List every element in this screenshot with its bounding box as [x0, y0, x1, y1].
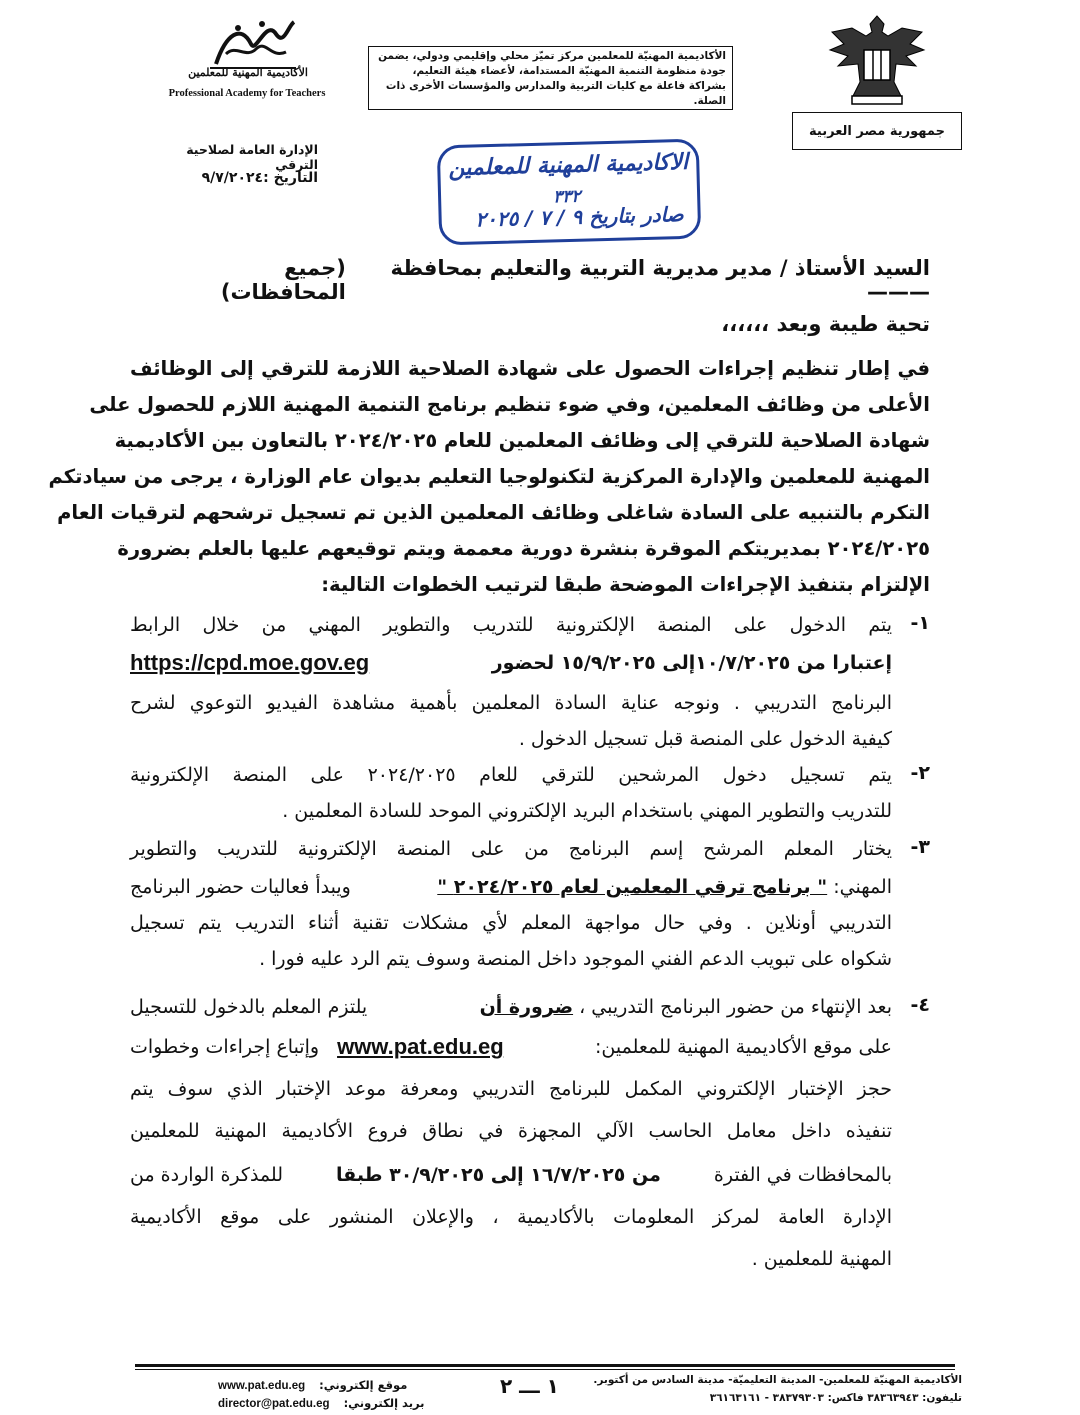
- cpd-platform-link[interactable]: https://cpd.moe.gov.eg: [130, 650, 370, 675]
- step4-site-label: على موقع الأكاديمية المهنية للمعلمين:: [595, 1036, 892, 1058]
- step3-line: [130, 874, 892, 900]
- step4-line: [130, 1034, 892, 1060]
- step3-line-end: ويبدأ فعاليات حضور البرنامج: [130, 876, 351, 898]
- footer-address: الأكاديمية المهنيّة للمعلمين- المدينة التعليميّة- مدينة السادس من أكتوبر.: [593, 1374, 962, 1386]
- step4-intro: بعد الإنتهاء من حضور البرنامج التدريبي ،: [579, 996, 892, 1018]
- intro-line: الأعلى من وظائف المعلمين، وفي ضوء تنظيم برنامج التنمية المهنية اللازم للحصول على: [89, 393, 930, 416]
- step4-emphasis: ضرورة أن: [479, 996, 574, 1018]
- step-number: ٢-: [910, 762, 930, 784]
- step4-line: [130, 994, 892, 1020]
- step1-line: [130, 650, 892, 676]
- intro-line: ٢٠٢٤/٢٠٢٥ بمديريتكم الموقرة بنشرة دورية معممة ويتم توقيعهم عليها بالعلم بضرورة: [117, 537, 930, 560]
- egypt-eagle-emblem-icon: [822, 10, 932, 110]
- step4-line-end: للمذكرة الواردة من: [130, 1164, 283, 1186]
- step4-line: المهنية للمعلمين .: [751, 1248, 892, 1270]
- footer-website-link[interactable]: www.pat.edu.eg: [218, 1380, 306, 1392]
- step3-label: المهني:: [833, 876, 892, 898]
- intro-line: شهادة الصلاحية للترقي إلى وظائف المعلمين للعام ٢٠٢٤/٢٠٢٥ بالتعاون بين الأكاديمية: [114, 429, 930, 452]
- intro-line: الإلتزام بتنفيذ الإجراءات الموضحة طبقا لترتيب الخطوات التالية:: [321, 573, 930, 596]
- greeting: تحية طيبة وبعد ،،،،،،: [721, 312, 930, 336]
- footer-divider: [135, 1364, 955, 1367]
- step1-line: البرنامج التدريبي . ونوجه عناية السادة المعلمين بأهمية مشاهدة الفيديو التوعوي لشرح: [130, 692, 892, 714]
- step3-line: شكواه على تبويب الدعم الفني الموجود داخل المنصة وسوف يتم الرد عليه فورا .: [259, 948, 892, 970]
- step1-line: يتم الدخول على المنصة الإلكترونية للتدريب والتطوير المهني من خلال الرابط: [130, 614, 892, 636]
- academy-name-english: Professional Academy for Teachers: [168, 88, 326, 99]
- step4-line-start: [480, 994, 892, 1020]
- addressee-text: السيد الأستاذ / مدير مديرية التربية والتعليم بمحافظة ———: [390, 256, 930, 304]
- step4-line-end: وإتباع إجراءات وخطوات: [130, 1036, 320, 1058]
- step-number: ٣-: [910, 836, 930, 858]
- addressee-scope: (جميع المحافظات): [220, 256, 346, 304]
- footer-divider: [135, 1369, 955, 1370]
- footer-email: [218, 1396, 425, 1410]
- department-name: الإدارة العامة لصلاحية الترقي: [186, 142, 318, 172]
- step-number: ٤-: [910, 994, 930, 1016]
- step2-line: يتم تسجيل دخول المرشحين للترقي للعام ٢٠٢٤/٢٠٢٥ على المنصة الإلكترونية: [130, 764, 892, 786]
- exam-period: من ١٦/٧/٢٠٢٥ إلى ٣٠/٩/٢٠٢٥ طبقا: [336, 1164, 661, 1186]
- footer-phones: تليفون: ٣٨٣٦٣٩٤٣ فاكس: ٣٨٣٧٩٣٠٣ - ٣٦١٦٣١٦١: [709, 1392, 962, 1404]
- mission-statement: الأكاديمية المهنيّة للمعلمين مركز تميّز محلي وإقليمي ودولي، يضمن جودة منظومة التنمية المهنيّة المستدامة، لأعضاء هيئة التعليم، بشراكة فاعلة مع كليات التربية والمدارس والمؤسسات الأخرى ذات الصلة.: [368, 46, 733, 110]
- stamp-issued-date: صادر بتاريخ ٩ / ٧ / ٢٠٢٥: [475, 202, 684, 232]
- country-label: جمهورية مصر العربية: [792, 112, 962, 150]
- program-name: " برنامج ترقي المعلمين لعام ٢٠٢٤/٢٠٢٥ ": [437, 876, 828, 898]
- academy-calligraphy-logo-icon: [196, 14, 306, 74]
- step4-line: تنفيذه داخل معامل الحاسب الآلي المجهزة في نطاق فروع الأكاديمية المهنية للمعلمين: [130, 1120, 892, 1142]
- step4-line: [130, 1162, 892, 1188]
- intro-line: التكرم بالتنبيه على السادة شاغلى وظائف المعلمين الذين تم تسجيل ترشحهم لترقيات العام: [57, 501, 930, 524]
- step3-line: يختار المعلم المرشح إسم البرنامج من على المنصة الإلكترونية للتدريب والتطوير: [130, 838, 892, 860]
- footer-email-link[interactable]: director@pat.edu.eg: [218, 1398, 330, 1410]
- step3-line-start: [437, 874, 892, 900]
- step2-line: للتدريب والتطوير المهني باستخدام البريد الإلكتروني الموحد للسادة المعلمين .: [282, 800, 892, 822]
- step4-line: حجز الإختبار الإلكتروني المكمل للبرنامج التدريبي ومعرفة موعد الإختبار الذي سوف يتم: [130, 1078, 892, 1100]
- footer-website-label: موقع إلكتروني:: [319, 1378, 408, 1392]
- intro-line: المهنية للمعلمين والإدارة المركزية لتكنولوجيا التعليم بديوان عام الوزارة ، يرجى من سيادتكم: [48, 465, 930, 488]
- letter-date: التاريخ :٩/٧/٢٠٢٤: [201, 170, 318, 186]
- footer-website: [218, 1378, 407, 1392]
- stamp-number: ٣٣٢: [552, 186, 581, 208]
- addressee-line: [160, 256, 930, 304]
- step4-line: الإدارة العامة لمركز المعلومات بالأكاديمية ، والإعلان المنشور على موقع الأكاديمية: [130, 1206, 892, 1228]
- step4-line-end: يلتزم المعلم بالدخول للتسجيل: [130, 996, 368, 1018]
- step1-dates: إعتبارا من ١٠/٧/٢٠٢٥إلى ١٥/٩/٢٠٢٥ لحضور: [491, 652, 892, 674]
- pat-website-link[interactable]: www.pat.edu.eg: [337, 1034, 504, 1059]
- step-number: ١-: [910, 612, 930, 634]
- page-number: ١ ـــ ٢: [500, 1374, 559, 1398]
- step4-period-label: بالمحافظات في الفترة: [713, 1164, 892, 1186]
- academy-name-arabic: الأكاديمية المهنية للمعلمين: [188, 66, 308, 79]
- stamp-title: الاكاديمية المهنية للمعلمين: [448, 149, 689, 182]
- intro-line: في إطار تنظيم إجراءات الحصول على شهادة الصلاحية اللازمة للترقي إلى الوظائف: [130, 357, 930, 380]
- footer-email-label: بريد إلكتروني:: [343, 1396, 425, 1410]
- issued-stamp: [437, 139, 702, 246]
- step1-line: كيفية الدخول على المنصة قبل تسجيل الدخول .: [518, 728, 892, 750]
- step3-line: التدريبي أونلاين . وفي حال مواجهة المعلم لأي مشكلات تقنية أثناء التدريب يتم تسجيل: [130, 912, 892, 934]
